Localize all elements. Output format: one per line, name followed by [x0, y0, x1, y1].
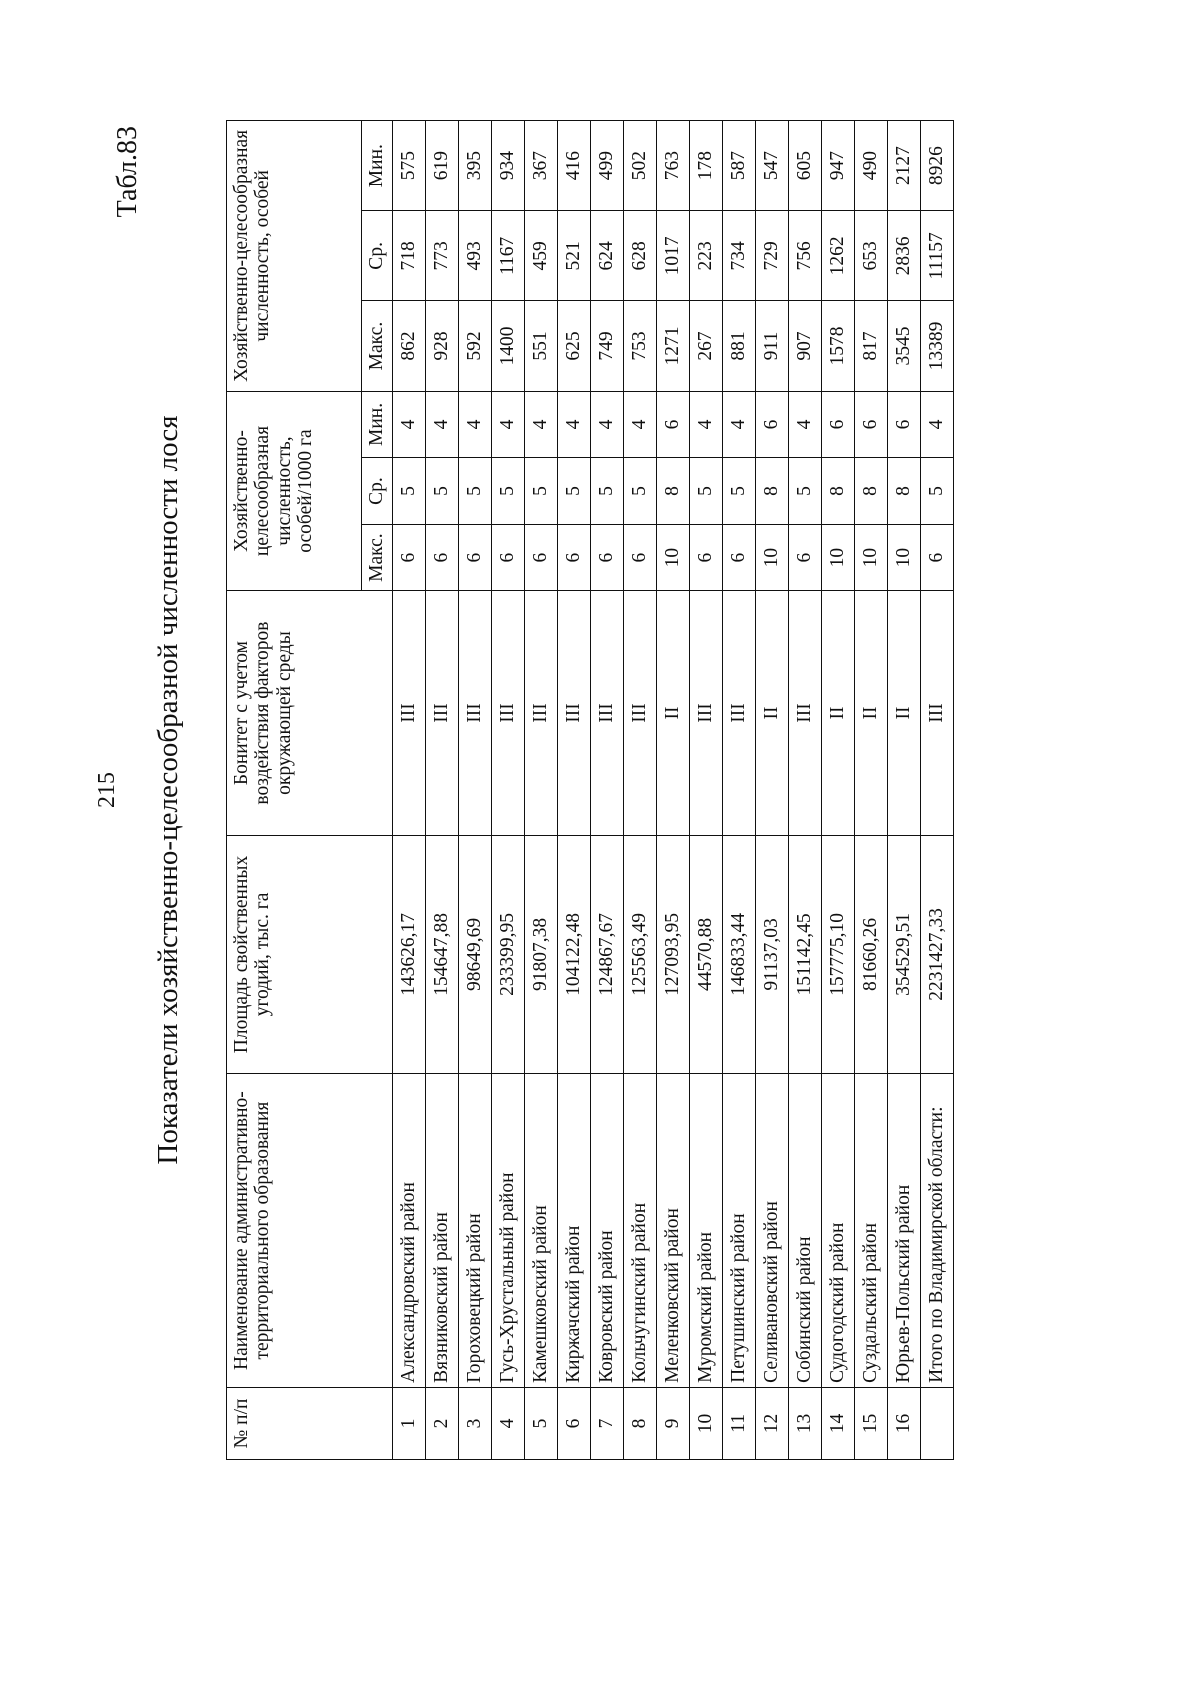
table-body — [393, 121, 954, 1460]
cell-density-min: 4 — [393, 391, 426, 458]
cell-count-avg: 493 — [459, 211, 492, 301]
cell-name: Ковровский район — [591, 1074, 624, 1388]
cell-count-min: 947 — [822, 121, 855, 211]
cell-num: 7 — [591, 1387, 624, 1459]
table-total-row — [921, 121, 954, 1460]
header-density-group: Хозяйственно-целесообразная численность, особей/1000 га — [227, 391, 362, 591]
cell-name: Судогодский район — [822, 1074, 855, 1388]
header-bonitet: Бонитет с учетом воздействия факторов окружающей среды — [227, 591, 393, 835]
cell-area: 125563,49 — [624, 835, 657, 1074]
cell-bonitet: III — [558, 591, 591, 835]
cell-density-max: 6 — [723, 524, 756, 591]
cell-name: Селивановский район — [756, 1074, 789, 1388]
cell-bonitet: III — [690, 591, 723, 835]
cell-name: Итого по Владимирской области: — [921, 1074, 954, 1388]
subheader-count-max: Макс. — [362, 301, 393, 391]
cell-bonitet: II — [822, 591, 855, 835]
cell-density-min: 6 — [756, 391, 789, 458]
cell-num: 8 — [624, 1387, 657, 1459]
cell-count-avg: 1167 — [492, 211, 525, 301]
cell-count-min: 490 — [855, 121, 888, 211]
cell-count-max: 13389 — [921, 301, 954, 391]
cell-count-max: 907 — [789, 301, 822, 391]
cell-num: 10 — [690, 1387, 723, 1459]
table-row — [591, 121, 624, 1460]
cell-bonitet: II — [657, 591, 690, 835]
cell-density-max: 10 — [888, 524, 921, 591]
cell-name: Гусь-Хрустальный район — [492, 1074, 525, 1388]
cell-num: 12 — [756, 1387, 789, 1459]
cell-density-max: 6 — [492, 524, 525, 591]
cell-num: 3 — [459, 1387, 492, 1459]
cell-count-avg: 773 — [426, 211, 459, 301]
cell-density-min: 4 — [624, 391, 657, 458]
cell-density-min: 6 — [822, 391, 855, 458]
cell-density-min: 4 — [690, 391, 723, 458]
cell-density-avg: 5 — [921, 458, 954, 525]
cell-name: Кольчугинский район — [624, 1074, 657, 1388]
table-row — [393, 121, 426, 1460]
cell-area: 2231427,33 — [921, 835, 954, 1074]
cell-name: Александровский район — [393, 1074, 426, 1388]
cell-density-max: 10 — [855, 524, 888, 591]
cell-count-min: 8926 — [921, 121, 954, 211]
cell-count-min: 367 — [525, 121, 558, 211]
cell-area: 157775,10 — [822, 835, 855, 1074]
cell-density-avg: 8 — [657, 458, 690, 525]
cell-bonitet: III — [723, 591, 756, 835]
cell-area: 143626,17 — [393, 835, 426, 1074]
cell-count-avg: 734 — [723, 211, 756, 301]
cell-density-min: 4 — [723, 391, 756, 458]
cell-area: 154647,88 — [426, 835, 459, 1074]
table-row — [756, 121, 789, 1460]
cell-num: 9 — [657, 1387, 690, 1459]
cell-num: 16 — [888, 1387, 921, 1459]
table-row — [888, 121, 921, 1460]
cell-density-min: 6 — [855, 391, 888, 458]
cell-area: 146833,44 — [723, 835, 756, 1074]
cell-count-min: 499 — [591, 121, 624, 211]
cell-count-min: 178 — [690, 121, 723, 211]
cell-count-min: 502 — [624, 121, 657, 211]
cell-area: 98649,69 — [459, 835, 492, 1074]
cell-bonitet: III — [525, 591, 558, 835]
table-row — [426, 121, 459, 1460]
subheader-density-max: Макс. — [362, 524, 393, 591]
cell-density-min: 4 — [492, 391, 525, 458]
table-reference: Табл.83 — [112, 126, 143, 218]
cell-count-max: 817 — [855, 301, 888, 391]
cell-density-min: 4 — [525, 391, 558, 458]
table-row — [657, 121, 690, 1460]
cell-density-avg: 8 — [822, 458, 855, 525]
cell-density-min: 6 — [888, 391, 921, 458]
cell-count-avg: 223 — [690, 211, 723, 301]
cell-count-avg: 729 — [756, 211, 789, 301]
cell-num: 5 — [525, 1387, 558, 1459]
header-row — [227, 121, 362, 1460]
cell-density-min: 4 — [789, 391, 822, 458]
cell-area: 91807,38 — [525, 835, 558, 1074]
cell-bonitet: III — [591, 591, 624, 835]
cell-num: 2 — [426, 1387, 459, 1459]
cell-density-max: 10 — [657, 524, 690, 591]
cell-name: Меленковский район — [657, 1074, 690, 1388]
cell-density-avg: 8 — [888, 458, 921, 525]
cell-density-min: 4 — [459, 391, 492, 458]
cell-density-avg: 5 — [789, 458, 822, 525]
page-number: 215 — [94, 772, 120, 808]
cell-density-min: 6 — [657, 391, 690, 458]
cell-density-avg: 8 — [855, 458, 888, 525]
table-title: Показатели хозяйственно-целесообразной численности лося — [152, 415, 184, 1165]
cell-area: 233399,95 — [492, 835, 525, 1074]
cell-area: 151142,45 — [789, 835, 822, 1074]
table-row — [525, 121, 558, 1460]
cell-count-min: 763 — [657, 121, 690, 211]
table-row — [723, 121, 756, 1460]
cell-area: 354529,51 — [888, 835, 921, 1074]
cell-count-max: 862 — [393, 301, 426, 391]
cell-count-min: 934 — [492, 121, 525, 211]
cell-bonitet: III — [789, 591, 822, 835]
cell-count-avg: 11157 — [921, 211, 954, 301]
header-area: Площадь свойственных угодий, тыс. га — [227, 835, 393, 1074]
cell-count-avg: 756 — [789, 211, 822, 301]
cell-count-max: 911 — [756, 301, 789, 391]
cell-count-avg: 1017 — [657, 211, 690, 301]
rotated-page-content — [94, 120, 1060, 1460]
cell-count-min: 587 — [723, 121, 756, 211]
cell-num — [921, 1387, 954, 1459]
cell-name: Камешковский район — [525, 1074, 558, 1388]
cell-count-max: 749 — [591, 301, 624, 391]
cell-density-min: 4 — [558, 391, 591, 458]
cell-density-max: 10 — [822, 524, 855, 591]
cell-density-avg: 5 — [459, 458, 492, 525]
cell-density-avg: 5 — [591, 458, 624, 525]
cell-bonitet: III — [921, 591, 954, 835]
cell-count-min: 2127 — [888, 121, 921, 211]
cell-count-avg: 628 — [624, 211, 657, 301]
cell-density-avg: 5 — [690, 458, 723, 525]
cell-bonitet: III — [459, 591, 492, 835]
cell-name: Собинский район — [789, 1074, 822, 1388]
cell-density-avg: 8 — [756, 458, 789, 525]
cell-count-max: 753 — [624, 301, 657, 391]
cell-count-avg: 521 — [558, 211, 591, 301]
cell-count-min: 605 — [789, 121, 822, 211]
cell-count-min: 575 — [393, 121, 426, 211]
cell-density-max: 6 — [426, 524, 459, 591]
cell-density-max: 6 — [393, 524, 426, 591]
cell-count-max: 3545 — [888, 301, 921, 391]
cell-count-min: 395 — [459, 121, 492, 211]
cell-bonitet: III — [492, 591, 525, 835]
cell-count-min: 547 — [756, 121, 789, 211]
cell-count-max: 592 — [459, 301, 492, 391]
table-row — [855, 121, 888, 1460]
cell-density-max: 6 — [624, 524, 657, 591]
cell-density-max: 10 — [756, 524, 789, 591]
header-num: № п/п — [227, 1387, 393, 1459]
cell-bonitet: II — [855, 591, 888, 835]
cell-count-avg: 653 — [855, 211, 888, 301]
cell-density-avg: 5 — [723, 458, 756, 525]
cell-num: 4 — [492, 1387, 525, 1459]
cell-count-max: 551 — [525, 301, 558, 391]
cell-count-min: 416 — [558, 121, 591, 211]
cell-density-min: 4 — [591, 391, 624, 458]
cell-count-max: 881 — [723, 301, 756, 391]
table-row — [492, 121, 525, 1460]
cell-density-max: 6 — [558, 524, 591, 591]
cell-count-avg: 2836 — [888, 211, 921, 301]
table-row — [624, 121, 657, 1460]
cell-num: 14 — [822, 1387, 855, 1459]
cell-count-max: 1578 — [822, 301, 855, 391]
subheader-count-min: Мин. — [362, 121, 393, 211]
cell-name: Петушинский район — [723, 1074, 756, 1388]
cell-area: 81660,26 — [855, 835, 888, 1074]
cell-area: 44570,88 — [690, 835, 723, 1074]
cell-name: Юрьев-Польский район — [888, 1074, 921, 1388]
cell-density-max: 6 — [690, 524, 723, 591]
table-row — [822, 121, 855, 1460]
cell-count-avg: 624 — [591, 211, 624, 301]
cell-density-max: 6 — [525, 524, 558, 591]
cell-density-max: 6 — [591, 524, 624, 591]
cell-count-max: 625 — [558, 301, 591, 391]
cell-density-max: 6 — [789, 524, 822, 591]
table-row — [690, 121, 723, 1460]
subheader-density-min: Мин. — [362, 391, 393, 458]
cell-bonitet: III — [426, 591, 459, 835]
cell-count-max: 1400 — [492, 301, 525, 391]
cell-num: 1 — [393, 1387, 426, 1459]
cell-name: Гороховецкий район — [459, 1074, 492, 1388]
cell-num: 15 — [855, 1387, 888, 1459]
cell-density-avg: 5 — [558, 458, 591, 525]
cell-area: 127093,95 — [657, 835, 690, 1074]
cell-name: Муромский район — [690, 1074, 723, 1388]
cell-density-avg: 5 — [426, 458, 459, 525]
cell-bonitet: III — [624, 591, 657, 835]
table-row — [459, 121, 492, 1460]
cell-bonitet: II — [888, 591, 921, 835]
cell-count-avg: 718 — [393, 211, 426, 301]
cell-density-max: 6 — [459, 524, 492, 591]
cell-bonitet: III — [393, 591, 426, 835]
cell-name: Киржачский район — [558, 1074, 591, 1388]
cell-name: Вязниковский район — [426, 1074, 459, 1388]
moose-population-table — [226, 120, 954, 1460]
cell-name: Суздальский район — [855, 1074, 888, 1388]
cell-count-max: 1271 — [657, 301, 690, 391]
header-name: Наименование административно-территориального образования — [227, 1074, 393, 1388]
cell-bonitet: II — [756, 591, 789, 835]
cell-count-avg: 459 — [525, 211, 558, 301]
cell-area: 104122,48 — [558, 835, 591, 1074]
cell-count-max: 267 — [690, 301, 723, 391]
cell-density-max: 6 — [921, 524, 954, 591]
cell-count-max: 928 — [426, 301, 459, 391]
subheader-density-avg: Ср. — [362, 458, 393, 525]
cell-num: 13 — [789, 1387, 822, 1459]
cell-density-avg: 5 — [492, 458, 525, 525]
cell-density-min: 4 — [921, 391, 954, 458]
cell-density-avg: 5 — [624, 458, 657, 525]
cell-count-min: 619 — [426, 121, 459, 211]
cell-area: 91137,03 — [756, 835, 789, 1074]
cell-density-avg: 5 — [525, 458, 558, 525]
cell-num: 11 — [723, 1387, 756, 1459]
cell-count-avg: 1262 — [822, 211, 855, 301]
cell-density-avg: 5 — [393, 458, 426, 525]
cell-density-min: 4 — [426, 391, 459, 458]
cell-num: 6 — [558, 1387, 591, 1459]
table-row — [789, 121, 822, 1460]
table-row — [558, 121, 591, 1460]
header-count-group: Хозяйственно-целесообразная численность, особей — [227, 121, 362, 392]
subheader-count-avg: Ср. — [362, 211, 393, 301]
cell-area: 124867,67 — [591, 835, 624, 1074]
